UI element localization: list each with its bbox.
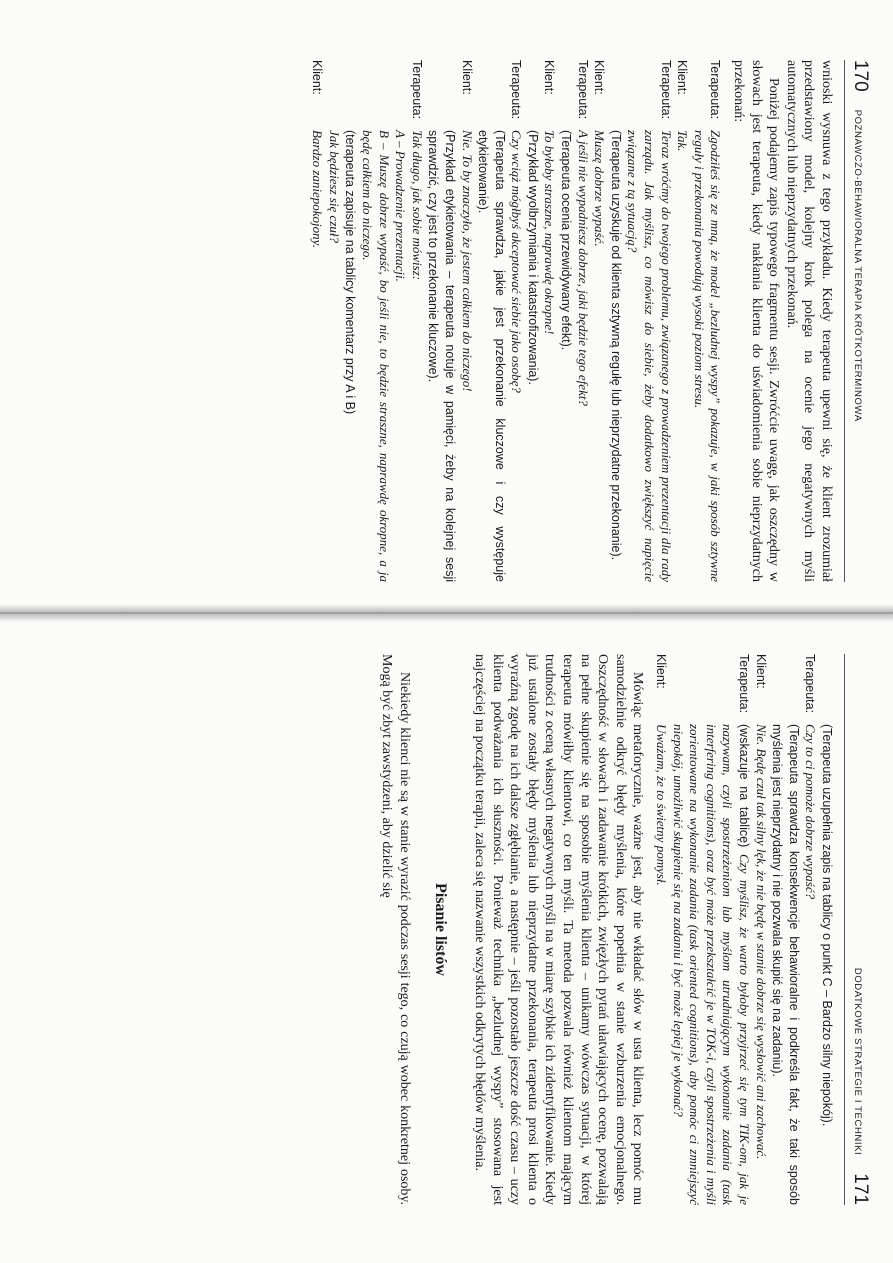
dialogue-utterance <box>669 724 752 1205</box>
utterance-text: Czy myślisz, że warto byłoby przyjrzeć się tym TIK-om, jak je nazywam, czyli spostrzeżeniom lub myślom utrudniającym wykonanie zadania (task interfering cognitions), oraz być może przekształcić je w TOK-i, czyli spostrzeżenia i myśli zorientowane na wykonanie zadania (task oriented cognitions), aby pomóc ci zmniejszyć niepokój, umożliwić skupienie się na zadaniu i być może lepiej je wykonać? <box>670 724 753 1205</box>
dialogue-turn <box>652 654 669 1205</box>
right-dialogue <box>652 654 835 1205</box>
speaker-label: Terapeuta: <box>803 654 818 714</box>
dialogue-utterance: Czy wciąż mógłbyś akceptować siebie jako osobę? <box>509 130 525 393</box>
speaker-label: Klient: <box>675 60 690 95</box>
dialogue-turn <box>674 60 691 582</box>
dialogue-utterance: Teraz wróćmy do twojego problemu, związanego z prowadzeniem prezentacji dla rady zarządu. Jak myślisz, co mówisz do siebie, żeby dodatkowo zwiększyć napięcie związane z tą sytuacją? <box>625 130 674 582</box>
left-paragraph-2: Poniżej podajemy zapis typowego fragmentu sesji. Zwróćcie uwagę, jak oszczędny w słowach jest terapeuta, kiedy nakłania klienta do uświadomienia sobie nieprzydatnych przekonań: <box>731 60 782 582</box>
stage-note: (wskazuje na tablicę) <box>737 724 752 854</box>
dialogue-utterance: Bardzo zaniepokojony. <box>310 130 326 248</box>
dialogue-utterance: Tak. <box>675 130 691 152</box>
left-page-number: 170 <box>850 60 871 92</box>
speaker-label: Terapeuta: <box>708 60 723 120</box>
speaker-label: Terapeuta: <box>509 60 524 120</box>
book-gutter <box>0 604 893 622</box>
speaker-label: Terapeuta: <box>409 60 424 120</box>
speaker-label: Terapeuta: <box>575 60 590 120</box>
speaker-label: Klient: <box>310 60 325 95</box>
section-title: Pisanie listów <box>431 883 449 976</box>
left-dialogue <box>309 60 724 582</box>
speaker-label: Klient: <box>753 654 768 689</box>
dialogue-utterance: Zgodziłeś się ze mną, że model „bezludnej wyspy” pokazuje, w jaki sposób sztywne reguły i przekonania powodują wysoki poziom stresu. <box>691 130 724 582</box>
stage-note: (Terapeuta uzupełnia zapis na tablicy o punkt C – Bardzo silny niepokój). <box>820 724 834 1127</box>
dialogue-turn <box>325 60 425 582</box>
dialogue-turn <box>558 60 591 582</box>
dialogue-turn <box>669 654 752 1205</box>
dialogue-turn <box>591 60 608 582</box>
dialogue-utterance: Jak będziesz się czuł? <box>326 130 342 244</box>
dialogue-turn <box>769 654 819 1205</box>
dialogue-utterance: To byłoby straszne, naprawdę okropne! <box>542 130 558 335</box>
speaker-label <box>818 654 835 724</box>
stage-note: (terapeuta zapisuje na tablicy komentarz przy A i B) <box>343 130 358 415</box>
left-page <box>0 0 893 612</box>
dialogue-utterance: B – Muszę dobrze wypaść, bo jeśli nie, to będzie straszne, naprawdę okropne, a ja będę całkiem do niczego. <box>359 130 392 582</box>
right-page <box>0 622 893 1263</box>
speaker-label: Terapeuta: <box>658 60 673 120</box>
stage-note: (Przykład wyolbrzymiania i katastrofizowania). <box>525 130 540 385</box>
right-paragraph-1: Mówiąc metaforycznie, ważne jest, aby nie wkładać słów w usta klienta, lecz pomóc mu samodzielnie odkryć błędy myślenia, które popełnia w stanie wzburzenia emocjonalnego. Oszczędność w słowach i zadawanie krótkich, zwięzłych pytań ułatwiających ocenę, pozwalają na pełne skupienie się na sposobie myślenia klienta – unikamy wówczas sytuacji, w której terapeuta mówiłby klientowi, co ten myśli. Ta metoda pozwala również klientom mającym trudności z oceną własnych negatywnych myśli na w miarę szybkie ich zidentyfikowanie. Kiedy już ustalone zostały błędy myślenia lub nieprzydatne przekonania, terapeuta prosi klienta o wyraźną zgodę na ich dalsze zgłębianie, a następnie – jeśli pozostało jeszcze dość czasu – uczy klienta podważania ich słuszności. Ponieważ technika „bezludnej wyspy” stosowana jest najczęściej na początku terapii, zaleca się nazwanie wszystkich odkrytych błędów myślenia. <box>472 654 646 1205</box>
left-running-head-title: POZNAWCZO-BEHAWIORALNA TERAPIA KRÓTKOTERMINOWA <box>852 109 863 422</box>
dialogue-utterance: A – Prowadzenie prezentacji. <box>393 130 409 282</box>
dialogue-utterance: Muszę dobrze wypaść. <box>592 130 608 247</box>
speaker-label: Terapeuta: <box>737 654 752 714</box>
speaker-label: Klient: <box>592 60 607 95</box>
right-running-head <box>844 654 871 1205</box>
dialogue-utterance: Tak długo, jak sobie mówisz: <box>409 130 425 281</box>
dialogue-turn <box>425 60 475 582</box>
left-paragraph-1: wnioski wysnuwa z tego przykładu. Kiedy terapeuta upewni się, że klient zrozumiał przedstawiony model, kolejny krok polega na ocenie jego negatywnych myśli automatycznych lub nieprzydatnych przekonań. <box>783 60 834 582</box>
dialogue-utterance: Nie. To by znaczyło, że jestem całkiem do niczego! <box>459 130 475 392</box>
speaker-label: Klient: <box>459 60 474 95</box>
right-running-head-title: DODATKOWE STRATEGIE I TECHNIKI <box>852 967 863 1156</box>
dialogue-utterance: Czy to ci pomoże dobrze wypaść? <box>803 724 819 900</box>
dialogue-turn <box>524 60 557 582</box>
dialogue-utterance: Nie. Będę czuł tak silny lęk, że nie będę w stanie dobrze się wysłowić ani zachować. <box>753 724 769 1160</box>
right-page-number: 171 <box>850 1173 871 1205</box>
stage-note: (Terapeuta sprawdza, jakie jest przekonanie kluczowe i czy występuje etykietowanie). <box>476 130 507 582</box>
dialogue-turn <box>690 60 723 582</box>
dialogue-turn <box>752 654 769 1205</box>
dialogue-turn <box>475 60 525 582</box>
dialogue-turn <box>818 654 835 1205</box>
stage-note: (Terapeuta sprawdza konsekwencje behawioralne i podkreśla fakt, że taki sposób myślenia jest nieprzydatny i nie pozwala skupić się na zadaniu). <box>770 724 801 1205</box>
dialogue-turn <box>309 60 326 582</box>
dialogue-turn <box>607 60 673 582</box>
section-paragraph: Niekiedy klienci nie są w stanie wyrazić podczas sesji tego, co czują wobec konkretnej osoby. Mogą być zbyt zawstydzeni, aby dzielić się <box>378 654 412 1205</box>
dialogue-utterance: Uważam, że to świetny pomysł. <box>654 724 670 886</box>
speaker-label: Klient: <box>542 60 557 95</box>
stage-note: (Przykład etykietowania – terapeuta notuje w pamięci, żeby na kolejnej sesji sprawdzić, czy jest to przekonanie kluczowe). <box>426 130 457 582</box>
speaker-label: Klient: <box>654 654 669 689</box>
stage-note: (Terapeuta ocenia przewidywany efekt). <box>559 130 574 351</box>
dialogue-utterance: A jeśli nie wypadniesz dobrze, jaki będzie tego efekt? <box>575 130 591 406</box>
stage-note: (Terapeuta uzyskuje od klienta sztywną regułę lub nieprzydatne przekonanie). <box>608 130 623 561</box>
left-running-head <box>844 60 871 582</box>
